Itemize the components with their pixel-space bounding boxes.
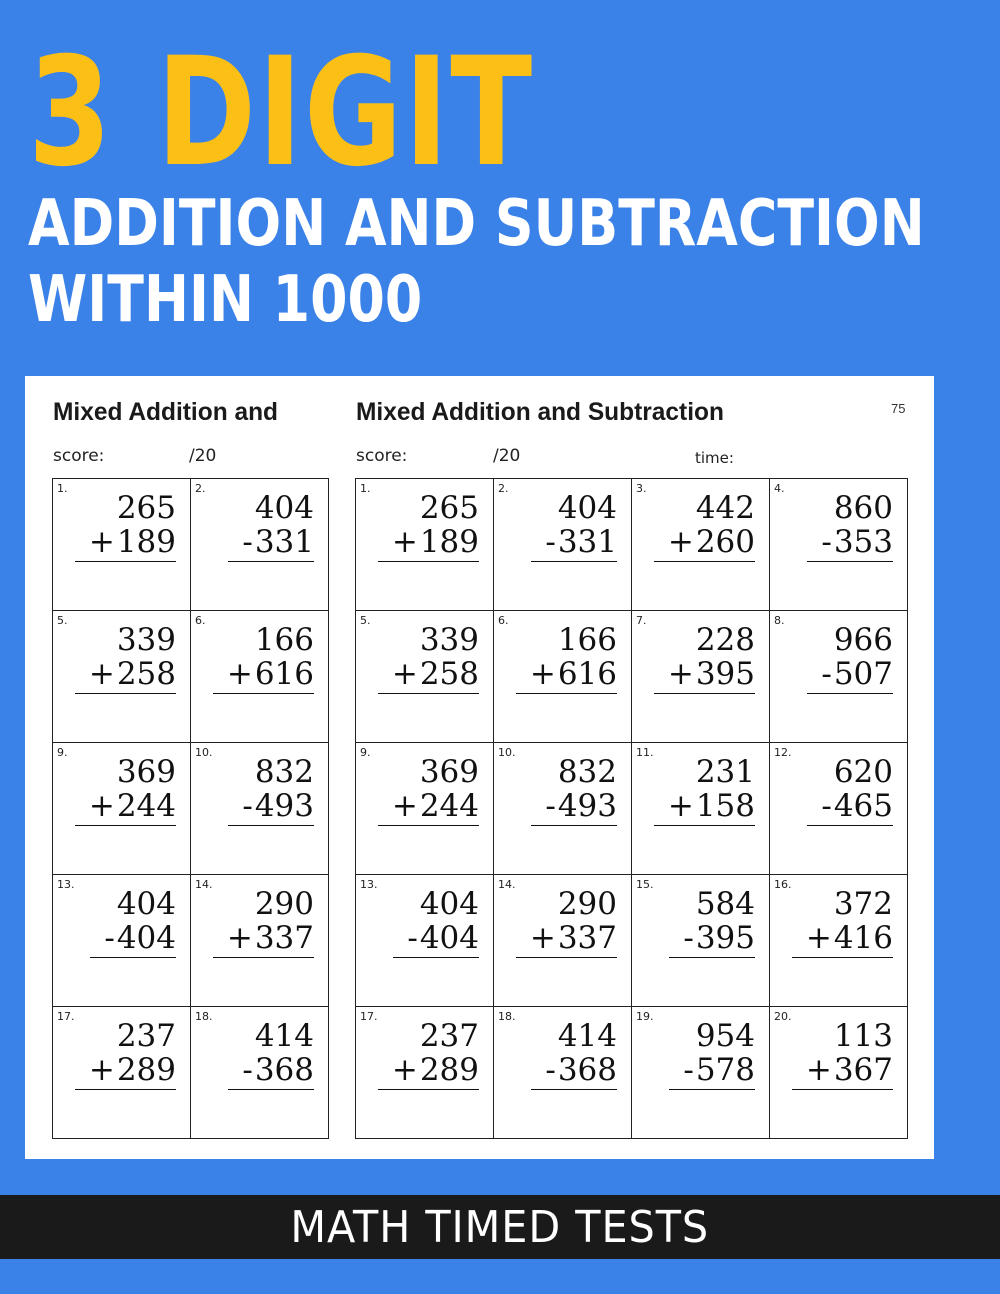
problem-cell [632,479,770,611]
problem-cell [356,875,494,1007]
first-operand: 369 [419,754,479,790]
second-operand-row [393,921,479,958]
worksheet-title-right: Mixed Addition and Subtraction [356,398,724,426]
second-operand-row [378,789,479,826]
second-operand: 395 [695,656,755,692]
first-operand: 832 [557,754,617,790]
second-operand-row [228,789,314,826]
problem [213,887,314,958]
problem-cell [770,875,908,1007]
second-operand: 368 [254,1052,314,1088]
second-operand: 493 [557,788,617,824]
second-operand: 258 [116,656,176,692]
first-operand: 404 [116,886,176,922]
cover-subtitle-line1: ADDITION AND SUBTRACTION [28,187,925,261]
problem-cell [356,743,494,875]
second-operand: 416 [833,920,893,956]
problem-number: 13. [360,878,378,891]
first-operand: 414 [254,1018,314,1054]
second-operand: 616 [254,656,314,692]
problem-number: 11. [636,746,654,759]
second-operand-row [213,657,314,694]
second-operand: 404 [419,920,479,956]
first-operand: 237 [116,1018,176,1054]
second-operand-row [792,921,893,958]
second-operand-row [807,789,893,826]
first-operand: 404 [254,490,314,526]
problem-cell [494,743,632,875]
second-operand-row [228,1053,314,1090]
operator: - [242,788,253,824]
worksheet-preview [25,376,934,1159]
second-operand-row [807,525,893,562]
operator: + [529,656,556,692]
operator: - [683,920,694,956]
problem-number: 4. [774,482,785,495]
second-operand: 616 [557,656,617,692]
problem [792,1019,893,1090]
first-operand: 166 [254,622,314,658]
second-operand-row [516,657,617,694]
second-operand-row [213,921,314,958]
second-operand-row [792,1053,893,1090]
second-operand-row [654,657,755,694]
problem-cell [494,479,632,611]
problem-number: 19. [636,1010,654,1023]
problem [378,755,479,826]
second-operand-row [75,789,176,826]
operator: + [805,1052,832,1088]
problem-number: 14. [195,878,213,891]
banner-text: MATH TIMED TESTS [290,1201,710,1253]
problem-number: 6. [498,614,509,627]
second-operand: 353 [833,524,893,560]
first-operand: 860 [833,490,893,526]
problem-grid-left [52,478,329,1139]
second-operand: 289 [419,1052,479,1088]
second-operand: 493 [254,788,314,824]
first-operand: 584 [695,886,755,922]
operator: + [391,1052,418,1088]
operator: - [242,524,253,560]
first-operand: 166 [557,622,617,658]
second-operand: 158 [695,788,755,824]
problem [75,1019,176,1090]
second-operand-row [75,1053,176,1090]
problem-number: 14. [498,878,516,891]
operator: - [821,656,832,692]
operator: + [88,656,115,692]
first-operand: 231 [695,754,755,790]
first-operand: 228 [695,622,755,658]
problem-number: 9. [57,746,68,759]
operator: + [667,788,694,824]
second-operand: 337 [254,920,314,956]
problem-number: 2. [195,482,206,495]
problem-cell [191,611,329,743]
second-operand: 368 [557,1052,617,1088]
second-operand-row [669,921,755,958]
first-operand: 620 [833,754,893,790]
second-operand: 189 [116,524,176,560]
problem-cell [53,1007,191,1139]
operator: - [242,1052,253,1088]
problem-number: 20. [774,1010,792,1023]
score-total-left: /20 [189,446,217,466]
bottom-banner [0,1195,1000,1259]
problem-number: 10. [498,746,516,759]
operator: - [104,920,115,956]
first-operand: 404 [557,490,617,526]
problem [654,755,755,826]
problem-cell [632,875,770,1007]
problem-number: 16. [774,878,792,891]
second-operand: 331 [254,524,314,560]
problem [792,887,893,958]
problem-cell [770,611,908,743]
problem [516,623,617,694]
second-operand-row [75,657,176,694]
second-operand: 395 [695,920,755,956]
first-operand: 237 [419,1018,479,1054]
problem-number: 9. [360,746,371,759]
problem-cell [494,611,632,743]
problem-cell [632,1007,770,1139]
second-operand-row [75,525,176,562]
cover-title: 3 DIGIT [28,26,534,200]
first-operand: 290 [557,886,617,922]
operator: + [88,788,115,824]
problem [807,623,893,694]
second-operand: 258 [419,656,479,692]
second-operand-row [654,525,755,562]
problem [531,755,617,826]
second-operand-row [669,1053,755,1090]
problem-number: 2. [498,482,509,495]
second-operand: 244 [116,788,176,824]
operator: + [667,656,694,692]
problem [531,491,617,562]
second-operand: 367 [833,1052,893,1088]
operator: - [545,524,556,560]
first-operand: 339 [419,622,479,658]
problem [807,755,893,826]
score-total-right: /20 [493,446,521,466]
operator: + [88,1052,115,1088]
problem-number: 18. [498,1010,516,1023]
score-label-left: score: [53,446,105,466]
second-operand: 465 [833,788,893,824]
problem-grid-right [355,478,908,1139]
problem [654,491,755,562]
problem [228,1019,314,1090]
second-operand: 289 [116,1052,176,1088]
first-operand: 265 [419,490,479,526]
problem [516,887,617,958]
problem-cell [632,611,770,743]
operator: - [407,920,418,956]
second-operand: 331 [557,524,617,560]
first-operand: 113 [833,1018,893,1054]
second-operand: 578 [695,1052,755,1088]
problem [75,491,176,562]
operator: + [805,920,832,956]
problem [531,1019,617,1090]
problem-number: 17. [57,1010,75,1023]
problem-cell [356,611,494,743]
problem [213,623,314,694]
problem [378,491,479,562]
problem-number: 13. [57,878,75,891]
operator: - [821,524,832,560]
first-operand: 372 [833,886,893,922]
worksheet-title-left: Mixed Addition and [53,398,279,426]
problem-cell [191,479,329,611]
problem-number: 6. [195,614,206,627]
problem [228,491,314,562]
problem-cell [191,1007,329,1139]
problem-number: 18. [195,1010,213,1023]
problem-cell [53,875,191,1007]
problem-cell [53,743,191,875]
second-operand-row [531,1053,617,1090]
first-operand: 442 [695,490,755,526]
problem-number: 3. [636,482,647,495]
time-label: time: [695,449,734,467]
second-operand: 244 [419,788,479,824]
first-operand: 404 [419,886,479,922]
cover-subtitle-line2: WITHIN 1000 [28,263,423,337]
problem [75,755,176,826]
problem-cell [191,875,329,1007]
first-operand: 966 [833,622,893,658]
operator: + [226,656,253,692]
operator: + [391,524,418,560]
problem-cell [770,1007,908,1139]
problem-number: 12. [774,746,792,759]
page-number: 75 [891,401,906,416]
second-operand-row [531,525,617,562]
first-operand: 832 [254,754,314,790]
second-operand: 337 [557,920,617,956]
operator: + [391,656,418,692]
problem-number: 10. [195,746,213,759]
score-label-right: score: [356,446,408,466]
problem [90,887,176,958]
first-operand: 290 [254,886,314,922]
second-operand-row [531,789,617,826]
first-operand: 414 [557,1018,617,1054]
second-operand-row [807,657,893,694]
second-operand-row [378,657,479,694]
operator: + [391,788,418,824]
second-operand-row [228,525,314,562]
first-operand: 369 [116,754,176,790]
operator: - [545,1052,556,1088]
operator: + [529,920,556,956]
problem-cell [53,479,191,611]
problem-number: 1. [57,482,68,495]
second-operand: 260 [695,524,755,560]
second-operand: 507 [833,656,893,692]
first-operand: 954 [695,1018,755,1054]
operator: - [545,788,556,824]
problem-cell [356,479,494,611]
problem-number: 7. [636,614,647,627]
problem [669,887,755,958]
problem-number: 5. [57,614,68,627]
problem [378,623,479,694]
problem-cell [770,479,908,611]
problem [654,623,755,694]
problem-cell [770,743,908,875]
first-operand: 339 [116,622,176,658]
problem-cell [494,875,632,1007]
first-operand: 265 [116,490,176,526]
second-operand-row [654,789,755,826]
problem-cell [191,743,329,875]
second-operand-row [90,921,176,958]
problem [807,491,893,562]
problem-cell [53,611,191,743]
operator: - [683,1052,694,1088]
problem [228,755,314,826]
second-operand: 404 [116,920,176,956]
problem [669,1019,755,1090]
second-operand: 189 [419,524,479,560]
problem-number: 5. [360,614,371,627]
operator: - [821,788,832,824]
second-operand-row [378,1053,479,1090]
operator: + [88,524,115,560]
operator: + [667,524,694,560]
problem-number: 8. [774,614,785,627]
problem-cell [494,1007,632,1139]
second-operand-row [378,525,479,562]
problem [75,623,176,694]
operator: + [226,920,253,956]
second-operand-row [516,921,617,958]
problem [378,1019,479,1090]
problem-number: 15. [636,878,654,891]
problem-number: 17. [360,1010,378,1023]
problem-cell [356,1007,494,1139]
problem [393,887,479,958]
problem-number: 1. [360,482,371,495]
problem-cell [632,743,770,875]
